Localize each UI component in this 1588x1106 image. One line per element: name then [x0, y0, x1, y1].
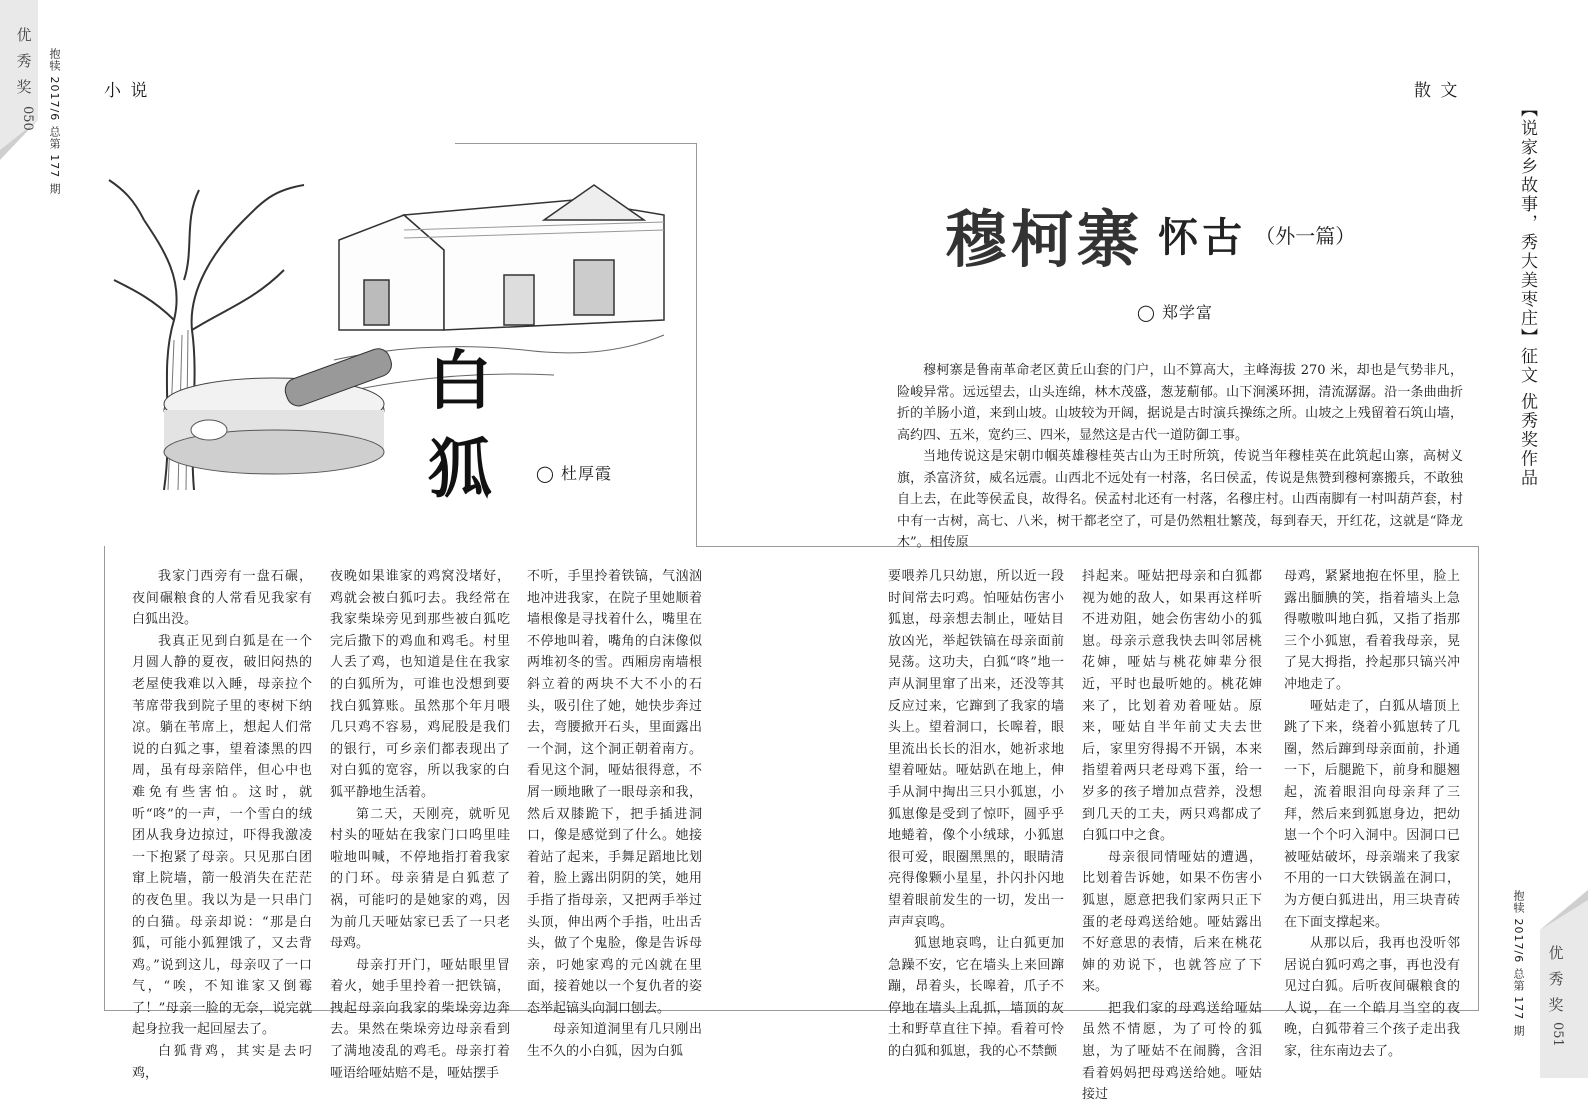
paragraph: 把我们家的母鸡送给哑姑虽然不情愿，为了可怜的狐崽，为了哑姑不在闹腾，含泪看着妈妈把母鸡送给她。哑姑接过: [1082, 1000, 1262, 1103]
text-column: [330, 566, 510, 1084]
illustration-farmhouse-sketch: [104, 160, 674, 490]
text-column: [888, 566, 1064, 1063]
side-tab-char: 秀: [16, 52, 32, 70]
frame-line: [1478, 546, 1479, 1010]
paragraph: 狐崽地哀鸣，让白狐更加急躁不安，它在墙头上来回蹿蹦，昂着头，长嗥着，爪子不停地在墙头上乱抓，墙顶的灰土和野草直往下掉。看着可怜的白狐和狐崽，我的心不禁颤: [888, 936, 1064, 1060]
paragraph: 母亲打开门，哑姑眼里冒着火，她手里拎着一把铁镐，拽起母亲向我家的柴垛旁边奔去。果然在柴垛旁边母亲看到了满地凌乱的鸡毛。母亲打着哑语给哑姑赔不是，哑姑摆手: [330, 957, 510, 1081]
story-title-char: 狐: [428, 432, 492, 507]
right-side-tab: [1544, 940, 1568, 1047]
text-column: [527, 566, 702, 1063]
side-tab-char: 奖: [16, 78, 32, 96]
contest-banner: 【说家乡故事，秀大美枣庄】征文 优秀奖作品: [1517, 100, 1537, 488]
side-tab-char: 优: [16, 26, 32, 44]
essay-author: ◯ 郑学富: [1137, 303, 1213, 322]
paragraph: 母鸡，紧紧地抱在怀里，脸上露出腼腆的笑，指着墙头上急得嗷嗷叫地白狐，又指了指那三个小狐崽，看着我母亲，晃了晃大拇指，拎起那只镐兴冲冲地走了。: [1284, 569, 1460, 692]
issue-info: 抱犊 2017/6 总第 177 期: [48, 48, 61, 195]
frame-line: [696, 143, 697, 546]
paragraph: 穆柯寨是鲁南革命老区黄丘山套的门户，山不算高大，主峰海拔 270 米，却也是气势非凡，险峻异常。远远望去，山头连绵，林木茂盛，葱茏葪郁。山下涧溪环拥，清流潺潺。沿一条曲曲折折的羊肠小道，来到山坡。山坡较为开阔，据说是古时演兵操练之所。山坡之上残留着石筑山墙，高约四、五米，宽约三、四米，显然这是古代一道防御工事。: [897, 363, 1463, 443]
issue-info: 抱犊 2017/6 总第 177 期: [1512, 890, 1525, 1037]
paragraph: 母亲知道洞里有几只刚出生不久的小白狐，因为白狐: [527, 1022, 702, 1060]
page-number: 051: [1550, 1022, 1565, 1047]
essay-title: [945, 190, 1356, 276]
paragraph: 夜晚如果谁家的鸡窝没堵好，鸡就会被白狐叼去。我经常在我家柴垛旁见到那些被白狐吃完后撒下的鸡血和鸡毛。村里人丢了鸡，也知道是住在我家的白狐所为，可谁也没想到要找白狐算账。虽然那个年月喂几只鸡不容易，鸡屁股是我们的银行，可乡亲们都表现出了对白狐的宽容，所以我家的白狐平静地生活着。: [330, 569, 510, 800]
story-title-char: 白: [428, 344, 492, 419]
paragraph: 第二天，天刚亮，就听见村头的哑姑在我家门口呜里哇啦地叫喊，不停地指打着我家的门环。母亲猜是白狐惹了祸，可能叼的是她家的鸡，因为前几天哑姑家已丢了一只老母鸡。: [330, 806, 510, 952]
paragraph: 我真正见到白狐是在一个月圆人静的夏夜，破旧闷热的老屋使我难以入睡，母亲拉个苇席带我到院子里的枣树下纳凉。躺在苇席上，想起人们常说的白狐之事，望着漆黑的四周，虽有母亲陪伴，但心中也难免有些害怕。这时，就听“咚”的一声，一个雪白的绒团从我身边掠过，吓得我激凌一下抱紧了母亲。只见那白团窜上院墙，箭一般消失在茫茫的夜色里。我以为是一只串门的白猫。母亲却说：“那是白狐，可能小狐狸饿了，又去背鸡。”说到这儿，母亲叹了一口气，“唉，不知谁家又倒霉了！”母亲一脸的无奈，说完就起身拉我一起回屋去了。: [132, 633, 312, 1038]
paragraph: 当地传说这是宋朝巾帼英雄穆桂英古山为王时所筑，传说当年穆桂英在此筑起山寨，高树义旗，杀富济贫，威名远震。山西北不远处有一村落，名曰侯孟，传说是焦赞到穆柯寨搬兵，不敢独自上去，在此等侯孟良，故得名。侯孟村北还有一村落，名穆庄村。山西南脚有一村叫葫芦套，村中有一古树，高七、八米，树干都老空了，可是仍然粗壮繁茂，每到春天，开红花，这就是“降龙木”。相传原: [897, 449, 1463, 550]
essay-intro: [897, 360, 1463, 554]
paragraph: 抖起来。哑姑把母亲和白狐都视为她的敌人，如果再这样听不进劝阻，她会伤害幼小的狐崽。母亲示意我快去叫邻居桃花婶，哑姑与桃花婶辈分很近，平时也最听她的。桃花婶来了，比划着劝着哑姑。原来，哑姑自半年前丈夫去世后，家里穷得揭不开锅，本来指望着两只老母鸡下蛋，给一岁多的孩子增加点营养，没想到几天的工夫，两只鸡都成了白狐口中之食。: [1082, 569, 1262, 844]
paragraph: 我家门西旁有一盘石碾，夜间碾粮食的人常看见我家有白狐出没。: [132, 569, 312, 628]
paragraph: 白狐背鸡，其实是去叼鸡，: [132, 1044, 312, 1081]
paragraph: 从那以后，我再也没听邻居说白狐叼鸡之事，再也没有见过白狐。后听夜间碾粮食的人说，在一个皓月当空的夜晚，白狐带着三个孩子走出我家，往东南边去了。: [1284, 936, 1460, 1060]
text-column: [1284, 566, 1460, 1063]
text-column: [1082, 566, 1262, 1106]
title-rest: 怀古: [1158, 214, 1247, 261]
side-tab-char: 秀: [1548, 970, 1564, 988]
paragraph: 母亲很同情哑姑的遭遇，比划着告诉她，如果不伤害小狐崽，愿意把我们家两只正下蛋的老母鸡送给她。哑姑露出不好意思的表情，后来在桃花婶的劝说下，也就答应了下来。: [1082, 849, 1262, 995]
story-author: ◯ 杜厚霞: [536, 464, 612, 483]
side-tab-char: 优: [1548, 944, 1564, 962]
section-label: 小 说: [104, 81, 150, 101]
frame-line: [104, 546, 105, 1011]
page-number: 050: [20, 106, 35, 131]
frame-line: [455, 143, 697, 144]
section-label: 散 文: [1414, 81, 1460, 101]
paragraph: 要喂养几只幼崽，所以近一段时间常去叼鸡。怕哑姑伤害小狐崽，母亲想去制止，哑姑目放凶光，举起铁镐在母亲面前晃荡。这功夫，白狐“咚”地一声从洞里窜了出来，还没等其反应过来，它蹿到了我家的墙头上。望着洞口，长嗥着，眼里流出长长的泪水，她祈求地望着哑姑。哑姑趴在地上，伸手从洞中掏出三只小狐崽，小狐崽像是受到了惊吓，圆乎乎地蜷着，像个小绒球，小狐崽很可爱，眼圈黑黑的，眼睛清亮得像颗小星星，扑闪扑闪地望着眼前发生的一切，发出一声声哀鸣。: [888, 569, 1064, 930]
title-paren: （外一篇）: [1255, 224, 1356, 248]
paragraph: 不听，手里拎着铁镐，气汹汹地冲进我家，在院子里她顺着墙根像是寻找着什么，嘴里在不停地叫着，嘴角的白沫像似两堆初冬的雪。西厢房南墙根斜立着的两块不大不小的石头，吸引住了她，她快步奔过去，弯腰掀开石头，里面露出一个洞，这个洞正朝着南方。看见这个洞，哑姑很得意，不屑一顾地瞅了一眼母亲和我，然后双膝跪下，把手插进洞口，像是感觉到了什么。她接着站了起来，手舞足蹈地比划着，脸上露出阴阴的笑，她用手指了指母亲，又把两手举过头顶，伸出两个手指，吐出舌头，做了个鬼脸，像是告诉母亲，叼她家鸡的元凶就在里面，接着她以一个复仇者的姿态举起镐头向洞口刨去。: [527, 569, 702, 1016]
side-tab-char: 奖: [1548, 996, 1564, 1014]
text-column: [132, 566, 312, 1084]
title-calligraphy: 穆柯寨: [945, 203, 1144, 276]
left-side-tab: [14, 22, 34, 131]
paragraph: 哑姑走了，白狐从墙顶上跳了下来，绕着小狐崽转了几圈，然后蹿到母亲面前，扑通一下，后腿跪下，前身和腿翘起，流着眼泪向母亲拜了三拜，然后来到狐崽身边，把幼崽一个个叼入洞中。因洞口已被哑姑破坏，母亲端来了我家不用的一口大铁锅盖在洞口，为方便白狐进出，用三块青砖在下面支撑起来。: [1284, 698, 1460, 930]
